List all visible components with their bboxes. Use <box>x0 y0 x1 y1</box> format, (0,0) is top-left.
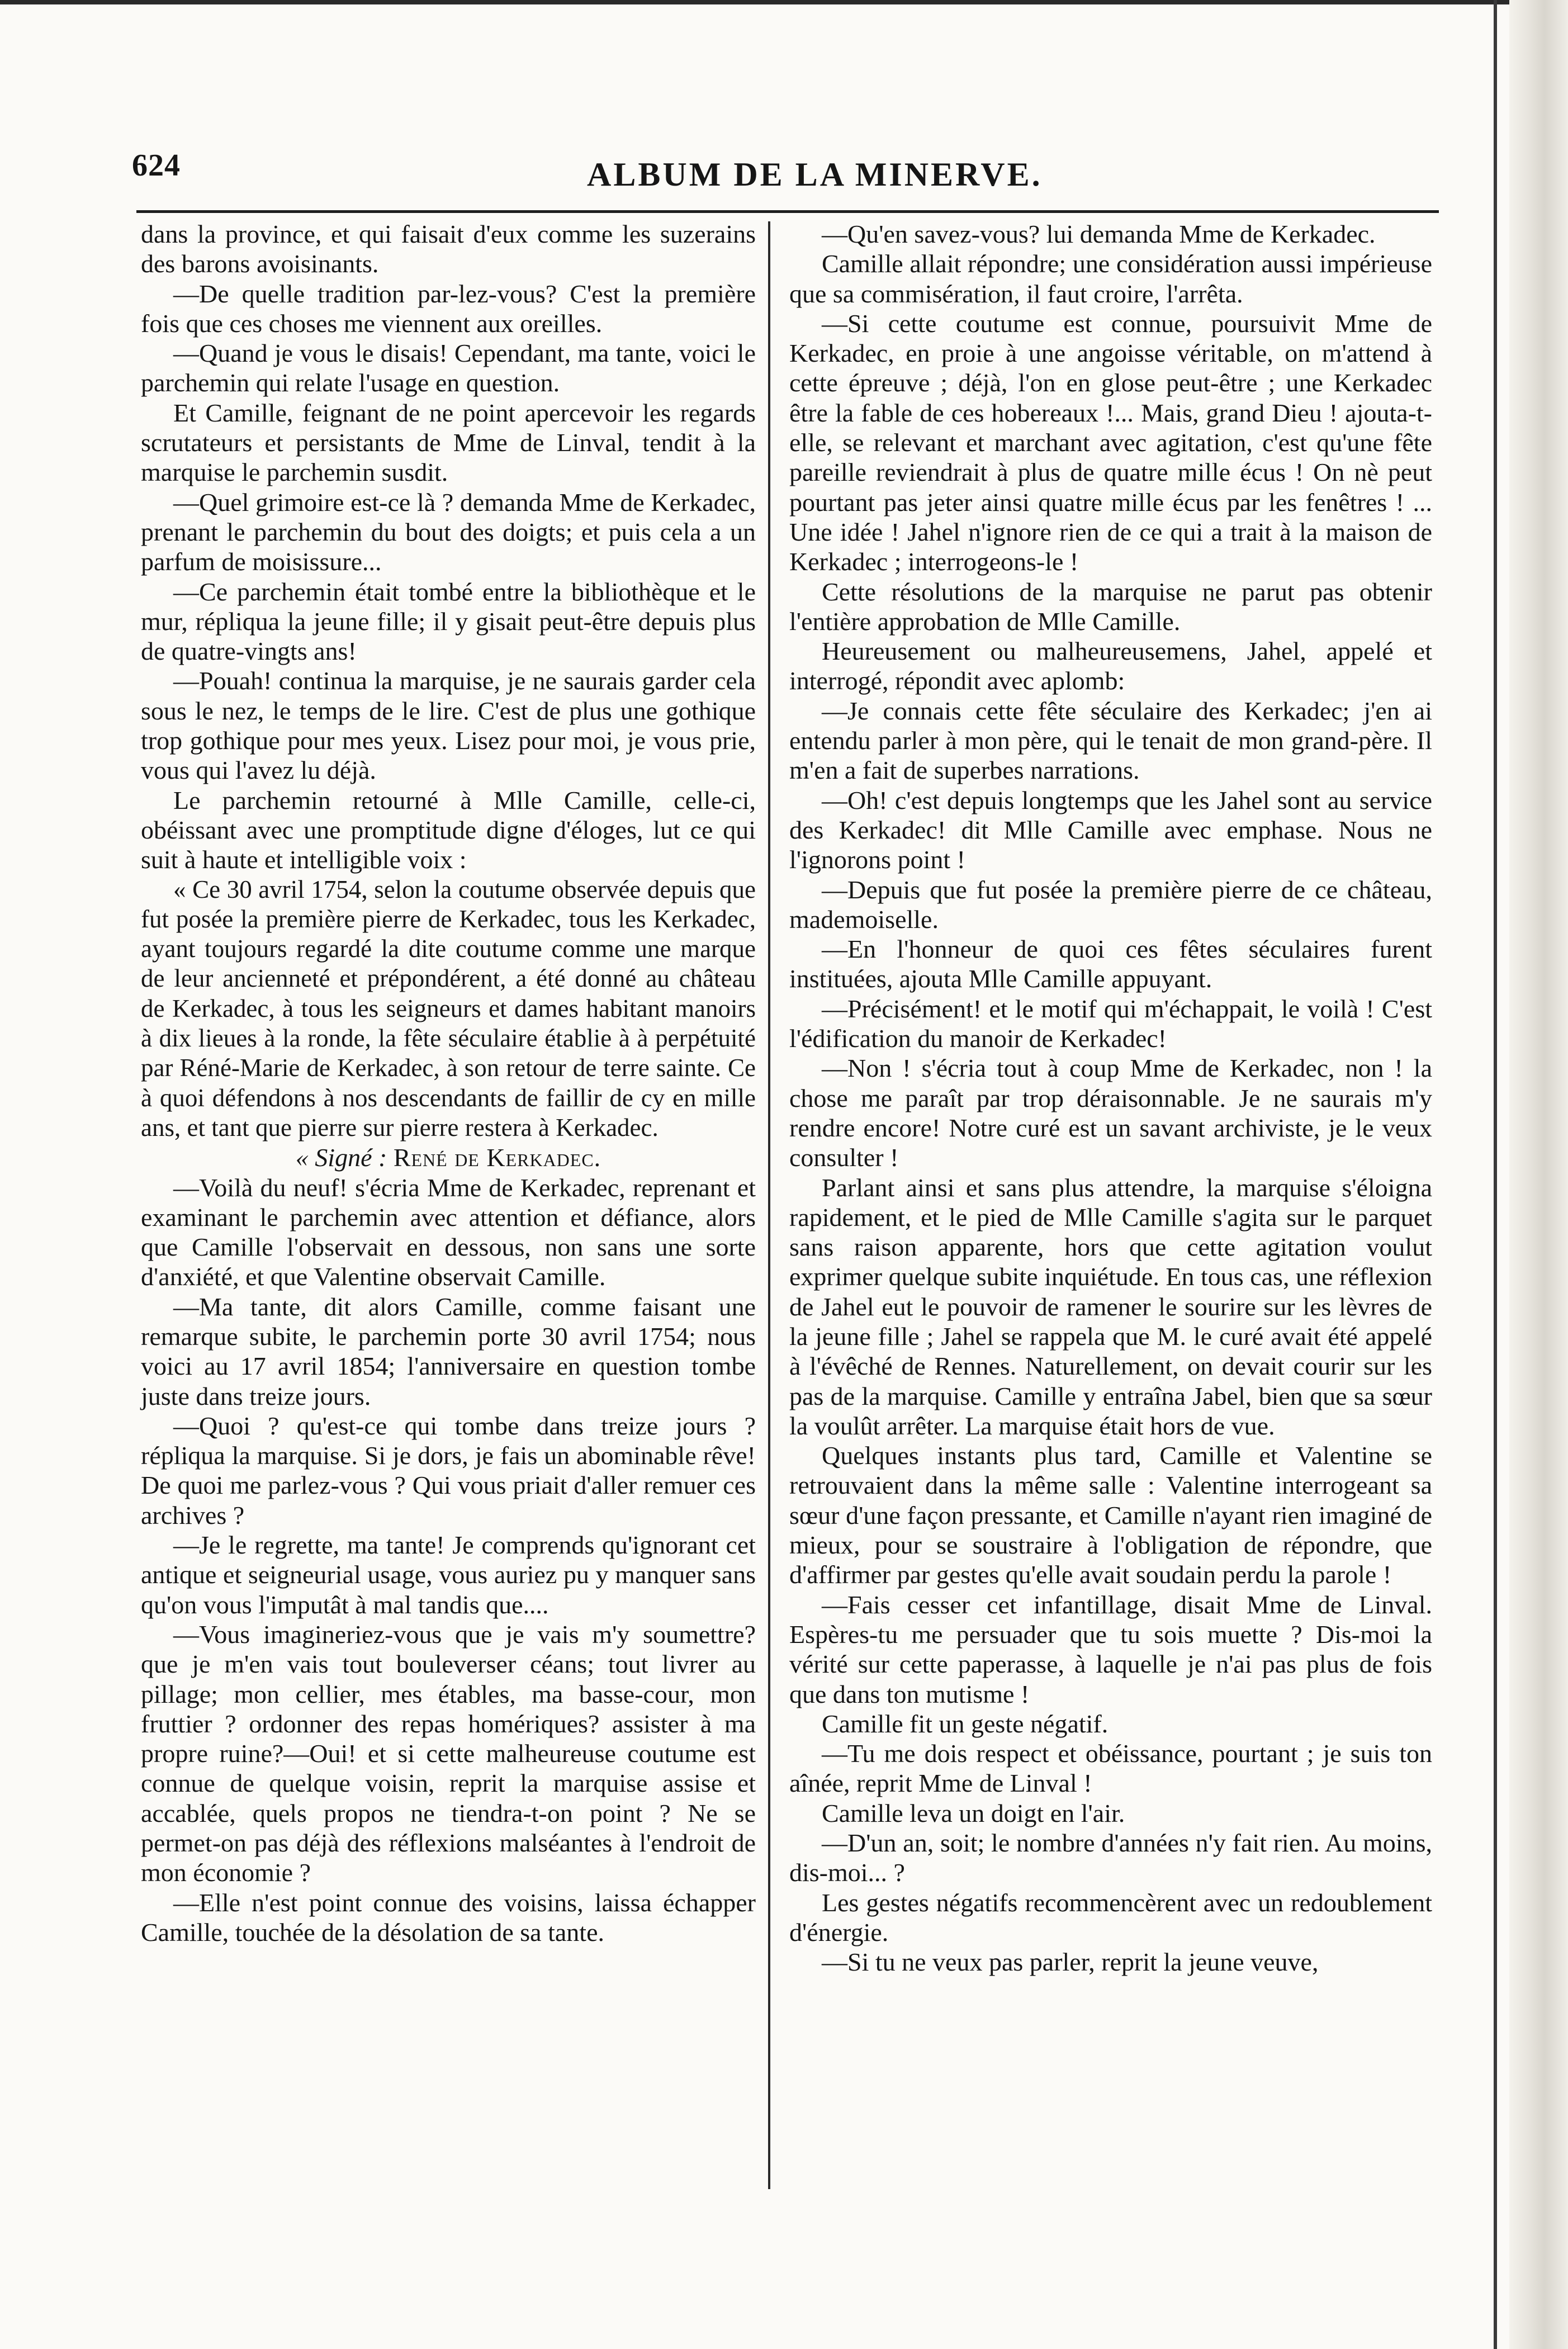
running-title: ALBUM DE LA MINERVE. <box>587 156 1043 193</box>
right-column <box>789 219 1432 1977</box>
column-divider <box>768 221 770 2189</box>
paragraph: —Quoi ? qu'est-ce qui tombe dans treize jours ? répliqua la marquise. Si je dors, je fais un abominable rêve! De quoi me parlez-vous ? Qui vous priait d'aller remuer ces archives ? <box>141 1411 756 1529</box>
paragraph: —Qu'en savez-vous? lui demanda Mme de Kerkadec. <box>822 220 1376 248</box>
paragraph: —Quand je vous le disais! Cependant, ma tante, voici le parchemin qui relate l'usage en question. <box>141 339 756 397</box>
paragraph: —Non ! s'écria tout à coup Mme de Kerkadec, non ! la chose me paraît par trop déraisonnable. Je ne saurais m'y rendre encore! Notre curé est un savant archiviste, je le veux consulter ! <box>789 1054 1432 1172</box>
left-column <box>141 219 756 1947</box>
paragraph: Cette résolutions de la marquise ne parut pas obtenir l'entière approbation de Mlle Camille. <box>789 577 1432 636</box>
paragraph: —Pouah! continua la marquise, je ne saurais garder cela sous le nez, le temps de le lire. C'est de plus une gothique trop gothique pour mes yeux. Lisez pour moi, je vous prie, vous qui l'avez lu déjà. <box>141 666 756 785</box>
paragraph: —Depuis que fut posée la première pierre de ce château, mademoiselle. <box>789 875 1432 934</box>
paragraph: Et Camille, feignant de ne point apercevoir les regards scrutateurs et persistants de Mme de Linval, tendit à la marquise le parchemin susdit. <box>141 398 756 487</box>
top-border <box>0 0 1568 4</box>
paragraph: —Si tu ne veux pas parler, reprit la jeune veuve, <box>822 1948 1319 1977</box>
page-number: 624 <box>132 148 181 183</box>
page-edge <box>1494 0 1497 2349</box>
paragraph: Camille allait répondre; une considération aussi impérieuse que sa commisération, il faut croire, l'arrêta. <box>789 249 1432 308</box>
paragraph: —Oh! c'est depuis longtemps que les Jahel sont au service des Kerkadec! dit Mlle Camille avec emphase. Nous ne l'ignorons point ! <box>789 785 1432 874</box>
paragraph: Heureusement ou malheureusemens, Jahel, appelé et interrogé, répondit avec aplomb: <box>789 637 1432 695</box>
paragraph: Le parchemin retourné à Mlle Camille, celle-ci, obéissant avec une promptitude digne d'éloges, lut ce qui suit à haute et intelligible voix : <box>141 785 756 874</box>
paragraph: —Elle n'est point connue des voisins, laissa échapper Camille, touchée de la désolation de sa tante. <box>141 1888 756 1947</box>
header-rule <box>136 210 1439 213</box>
paragraph: —Voilà du neuf! s'écria Mme de Kerkadec, reprenant et examinant le parchemin avec attention et défiance, alors que Camille l'observait en dessous, non sans une sorte d'anxiété, et que Valentine observait Camille. <box>141 1173 756 1291</box>
paragraph: —En l'honneur de quoi ces fêtes séculaires furent instituées, ajouta Mlle Camille appuyant. <box>789 935 1432 993</box>
paragraph: —Quel grimoire est-ce là ? demanda Mme de Kerkadec, prenant le parchemin du bout des doigts; et puis cela a un parfum de moisissure... <box>141 487 756 576</box>
paragraph: —Je le regrette, ma tante! Je comprends qu'ignorant cet antique et seigneurial usage, vous auriez pu y manquer sans qu'on vous l'imputât à mal tandis que.... <box>141 1531 756 1619</box>
paragraph: —Si cette coutume est connue, poursuivit Mme de Kerkadec, en proie à une angoisse véritable, on m'attend à cette épreuve ; déjà, l'on en glose peut-être ; une Kerkadec être la fable de ces hobereaux !... Mais, grand Dieu ! ajouta-t-elle, se relevant et marchant avec agitation, c'est qu'une fête pareille reviendrait à plus de quatre mille écus ! On nè peut pourtant pas jeter ainsi quatre mille écus par les fenêtres ! ... Une idée ! Jahel n'ignore rien de ce qui a trait à la maison de Kerkadec ; interrogeons-le ! <box>789 309 1432 576</box>
paragraph: —D'un an, soit; le nombre d'années n'y fait rien. Au moins, dis-moi... ? <box>789 1829 1432 1887</box>
paragraph: —De quelle tradition par-lez-vous? C'est la première fois que ces choses me viennent aux oreilles. <box>141 279 756 338</box>
paragraph: —Précisément! et le motif qui m'échappait, le voilà ! C'est l'édification du manoir de Kerkadec! <box>789 994 1432 1053</box>
signature-label: « Signé : <box>295 1143 387 1172</box>
paragraph: Quelques instants plus tard, Camille et Valentine se retrouvaient dans la même salle : Valentine interrogeant sa sœur d'une façon pressante, et Camille n'ayant rien imaginé de mieux, pour se soustraire à l'obligation de répondre, que d'affirmer par gestes qu'elle avait soudain perdu la parole ! <box>789 1441 1432 1589</box>
paragraph: —Ma tante, dit alors Camille, comme faisant une remarque subite, le parchemin porte 30 avril 1754; nous voici au 17 avril 1854; l'anniversaire en question tombe juste dans treize jours. <box>141 1292 756 1410</box>
paragraph: —Ce parchemin était tombé entre la bibliothèque et le mur, répliqua la jeune fille; il y gisait peut-être depuis plus de quatre-vingts ans! <box>141 577 756 666</box>
paragraph: Camille leva un doigt en l'air. <box>822 1798 1125 1827</box>
parchment-signature <box>141 1143 756 1172</box>
paragraph: dans la province, et qui faisait d'eux comme les suzerains des barons avoisinants. <box>141 220 756 278</box>
page-gutter-shadow <box>1509 0 1568 2349</box>
paragraph: —Fais cesser cet infantillage, disait Mme de Linval. Espères-tu me persuader que tu sois muette ? Dis-moi la vérité sur cette paperasse, à laquelle je n'ai pas plus de fois que dans ton mutisme ! <box>789 1590 1432 1708</box>
paragraph: —Je connais cette fête séculaire des Kerkadec; j'en ai entendu parler à mon père, qui le tenait de mon grand-père. Il m'en a fait de superbes narrations. <box>789 696 1432 785</box>
paragraph: Les gestes négatifs recommencèrent avec un redoublement d'énergie. <box>789 1888 1432 1947</box>
parchment-quote: « Ce 30 avril 1754, selon la coutume observée depuis que fut posée la première pierre de Kerkadec, tous les Kerkadec, ayant toujours regardé la dite coutume comme une marque de leur ancienneté et prépondérent, a été donné au château de Kerkadec, à tous les seigneurs et dames habitant manoirs à dix lieues à la ronde, la fête séculaire établie à à perpétuité par Réné-Marie de Kerkadec, à son retour de terre sainte. Ce à quoi défendons à nos descendants de faillir de cy en mille ans, et tant que pierre sur pierre restera à Kerkadec. <box>141 875 756 1142</box>
paragraph: —Tu me dois respect et obéissance, pourtant ; je suis ton aînée, reprit Mme de Linval ! <box>789 1739 1432 1798</box>
paragraph: —Vous imagineriez-vous que je vais m'y soumettre? que je m'en vais tout bouleverser céans; tout livrer au pillage; mon cellier, mes étables, ma basse-cour, mon fruttier ? ordonner des repas homériques? assister à ma propre ruine?—Oui! et si cette malheureuse coutume est connue de quelque voisin, reprit la marquise assise et accablée, quels propos ne tiendra-t-on point ? Ne se permet-on pas déjà des réflexions malséantes à l'endroit de mon économie ? <box>141 1619 756 1887</box>
paragraph: Camille fit un geste négatif. <box>822 1709 1109 1738</box>
paragraph: Parlant ainsi et sans plus attendre, la marquise s'éloigna rapidement, et le pied de Mlle Camille s'agita sur le parquet sans raison apparente, hors que cette agitation voulut exprimer quelque subite inquiétude. En tous cas, une réflexion de Jahel eut le pouvoir de ramener le sourire sur les lèvres de la jeune fille ; Jahel se rappela que M. le curé avait été appelé à l'évêché de Rennes. Naturellement, on devait courir sur les pas de la marquise. Camille y entraîna Jabel, bien que sa sœur la voulût arrêter. La marquise était hors de vue. <box>789 1173 1432 1440</box>
signature-name: René de Kerkadec. <box>393 1143 601 1172</box>
